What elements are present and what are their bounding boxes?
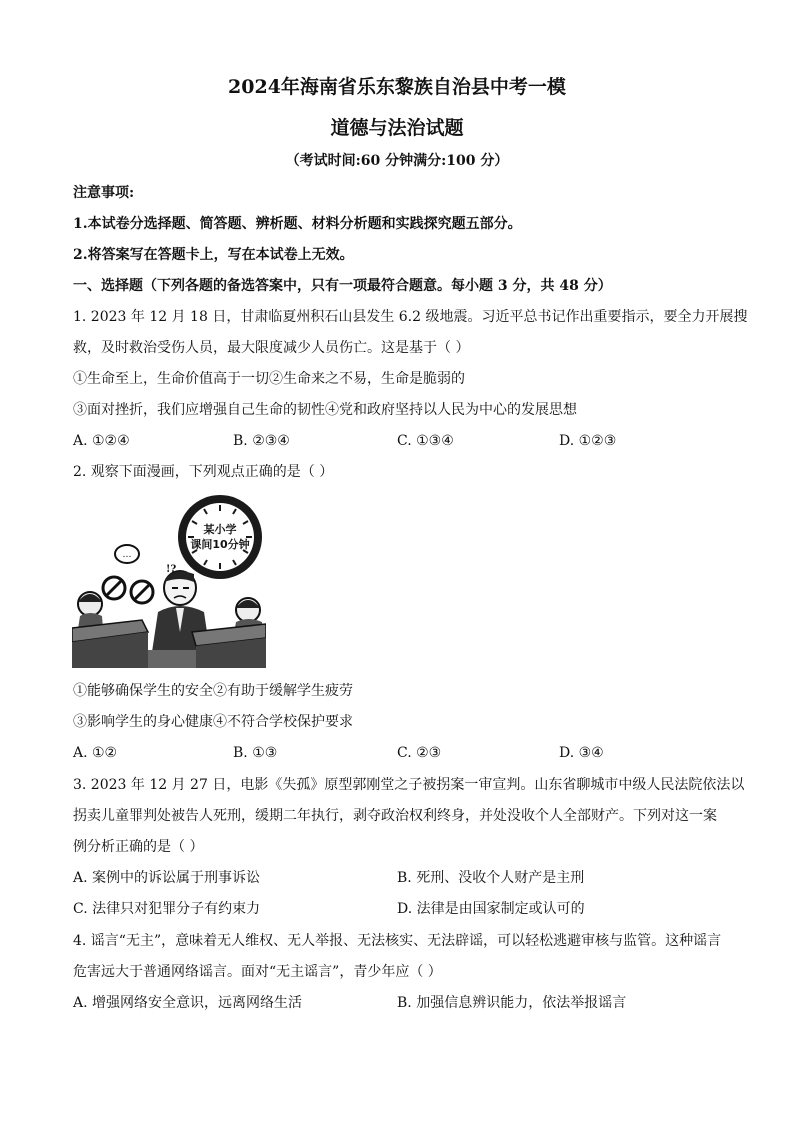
exam-subject: 道德与法治试题	[330, 117, 464, 139]
comic-clock-line1: 某小学	[203, 523, 237, 536]
notice-item: 1.本试卷分选择题、简答题、辨析题、材料分析题和实践探究题五部分。	[73, 216, 522, 232]
question-2-line: 2. 观察下面漫画，下列观点正确的是（ ）	[73, 464, 334, 480]
question-2-option-c: C. ②③	[397, 745, 442, 761]
question-1-line: 1. 2023 年 12 月 18 日，甘肃临夏州积石山县发生 6.2 级地震。习近平总书记作出重要指示，要全力开展搜	[73, 309, 748, 325]
question-2-statement: ①能够确保学生的安全②有助于缓解学生疲劳	[73, 683, 353, 699]
question-4-line: 4. 谣言“无主”，意味着无人维权、无人举报、无法核实、无法辟谣，可以轻松逃避审核与监管。这种谣言	[73, 933, 722, 949]
question-3-option-b: B. 死刑、没收个人财产是主刑	[397, 870, 585, 886]
question-3-option-d: D. 法律是由国家制定或认可的	[397, 901, 585, 917]
svg-text:…: …	[122, 550, 132, 560]
prohibition-sign-icon	[103, 545, 153, 603]
question-2-option-d: D. ③④	[559, 745, 604, 761]
exam-info: （考试时间:60 分钟满分:100 分）	[285, 153, 509, 169]
exam-title: 2024年海南省乐东黎族自治县中考一模	[228, 76, 566, 98]
question-3-line: 3. 2023 年 12 月 27 日，电影《失孤》原型郭刚堂之子被拐案一审宣判。山东省聊城市中级人民法院依法以	[73, 777, 745, 793]
question-2-option-b: B. ①③	[233, 745, 278, 761]
question-2-option-a: A. ①②	[73, 745, 118, 761]
section-heading: 一、选择题（下列各题的备选答案中，只有一项最符合题意。每小题 3 分，共 48 分）	[73, 278, 612, 294]
svg-text:!?: !?	[166, 564, 177, 575]
question-1-option-c: C. ①③④	[397, 433, 454, 449]
question-3-line: 例分析正确的是（ ）	[73, 839, 204, 855]
question-1-option-d: D. ①②③	[559, 433, 617, 449]
question-4-line: 危害远大于普通网络谣言。面对“无主谣言”，青少年应（ ）	[73, 964, 442, 980]
question-3-option-c: C. 法律只对犯罪分子有约束力	[73, 901, 261, 917]
notice-item: 2.将答案写在答题卡上，写在本试卷上无效。	[73, 247, 354, 263]
question-4-option-b: B. 加强信息辨识能力，依法举报谣言	[397, 995, 627, 1011]
question-1-option-b: B. ②③④	[233, 433, 290, 449]
clock-icon	[178, 495, 262, 579]
notice-heading: 注意事项:	[73, 185, 135, 201]
question-3-option-a: A. 案例中的诉讼属于刑事诉讼	[73, 870, 261, 886]
question-1-statement: ①生命至上，生命价值高于一切②生命来之不易，生命是脆弱的	[73, 371, 465, 387]
comic-illustration	[72, 492, 266, 668]
comic-clock-line2: 课间10分钟	[190, 538, 250, 551]
question-4-option-a: A. 增强网络安全意识，远离网络生活	[73, 995, 303, 1011]
question-3-line: 拐卖儿童罪判处被告人死刑，缓期二年执行，剥夺政治权利终身，并处没收个人全部财产。下列对这一案	[73, 808, 717, 824]
question-1-line: 救，及时救治受伤人员，最大限度减少人员伤亡。这是基于（ ）	[73, 340, 470, 356]
question-2-statement: ③影响学生的身心健康④不符合学校保护要求	[73, 714, 353, 730]
question-1-statement: ③面对挫折，我们应增强自己生命的韧性④党和政府坚持以人民为中心的发展思想	[73, 402, 577, 418]
question-1-option-a: A. ①②④	[73, 433, 130, 449]
